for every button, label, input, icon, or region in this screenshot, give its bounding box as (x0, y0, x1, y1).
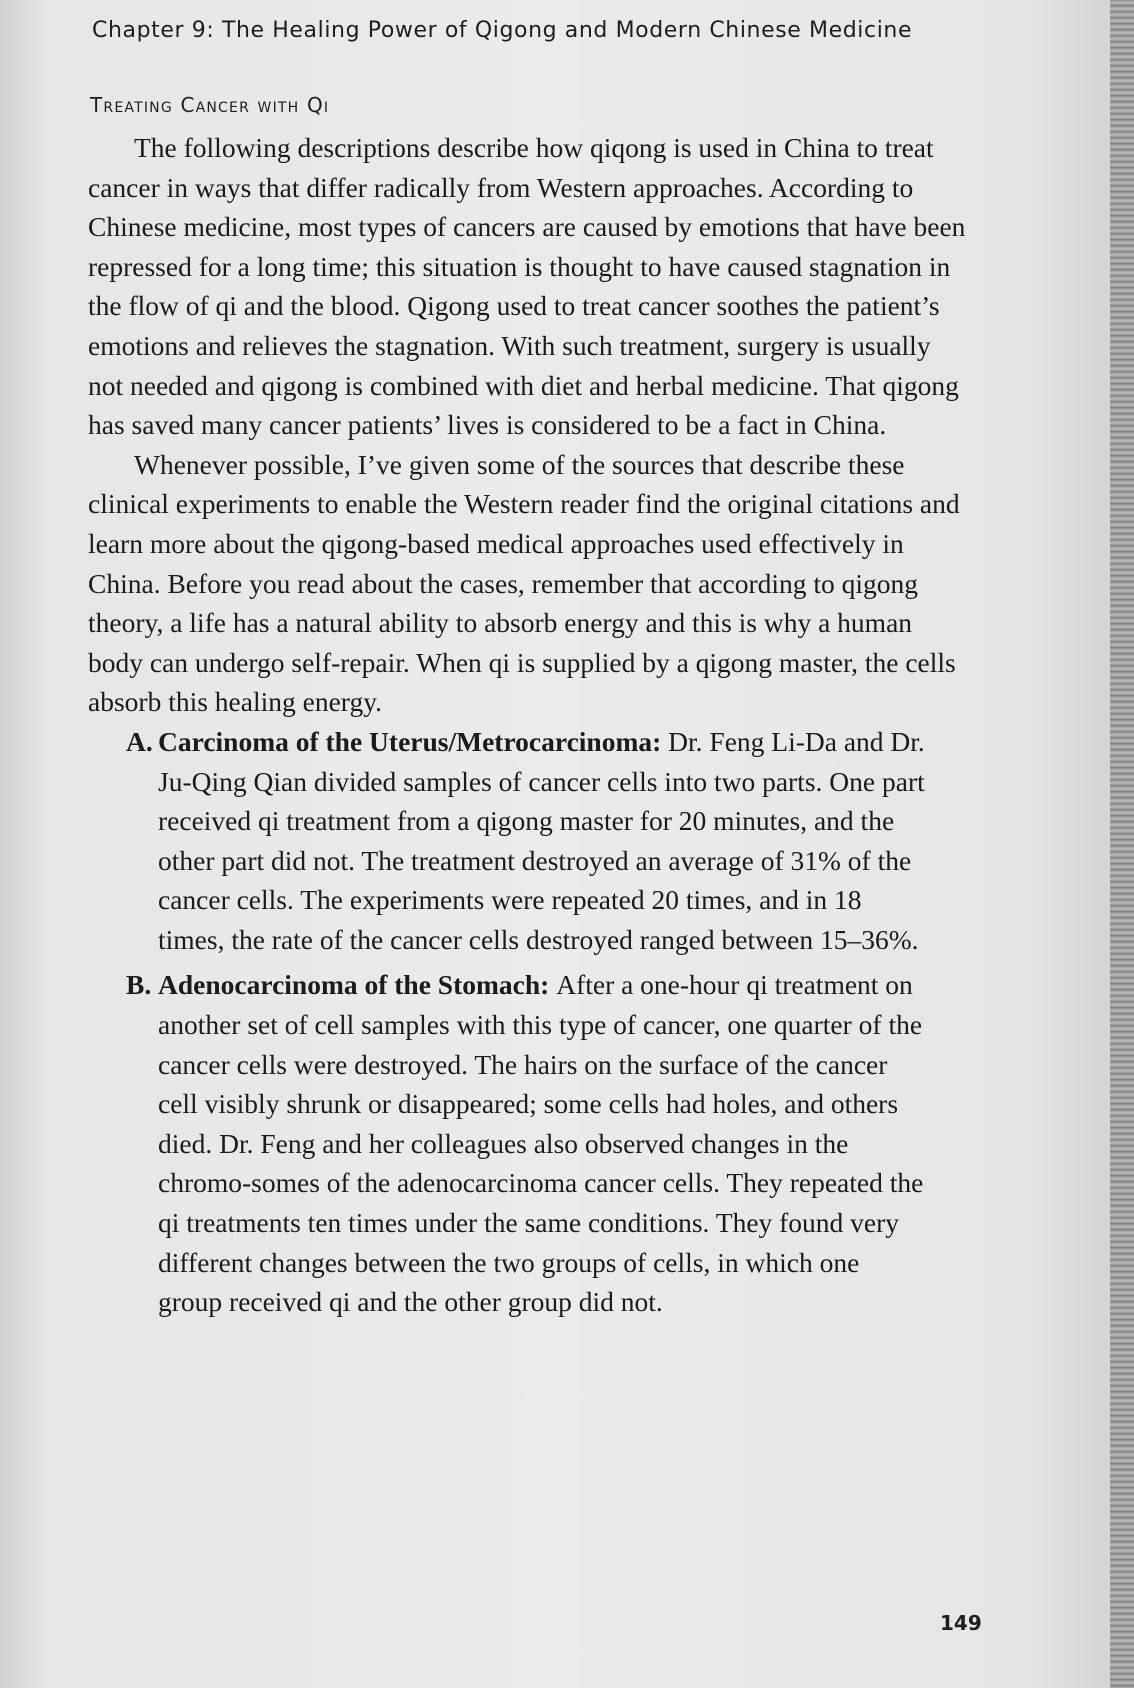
page-edge (1110, 0, 1134, 1688)
list-item (88, 965, 928, 1321)
running-head: Chapter 9: The Healing Power of Qigong and Modern Chinese Medicine (92, 18, 913, 43)
list-item (88, 722, 928, 960)
body-text (88, 128, 968, 1328)
list-marker: B. (126, 969, 152, 1001)
paragraph: The following descriptions describe how qiqong is used in China to treat cancer in ways that differ radically from Western approaches. According to Chinese medicine, most types of cancers are caused by emotions that have been repressed for a long time; this situation is thought to have caused stagnation in the flow of qi and the blood. Qigong used to treat cancer soothes the patient’s emotions and relieves the stagnation. With such treatment, surgery is usually not needed and qigong is combined with diet and herbal medicine. That qigong has saved many cancer patients’ lives is considered to be a fact in China. (88, 132, 966, 441)
list-item-title: Adenocarcinoma of the Stomach: (158, 969, 557, 1001)
list-item-title: Carcinoma of the Uterus/Metrocarcinoma: (158, 725, 669, 757)
section-title: Treating Cancer with Qi (90, 93, 330, 117)
list-marker: A. (126, 725, 153, 757)
list-item-text: After a one-hour qi treatment on another set of cell samples with this type of cancer, one quarter of the cancer cells were destroyed. The hairs on the surface of the cancer cell visibly shrunk or disappeared; some cells had holes, and others died. Dr. Feng and her colleagues also observed changes in the chromo-somes of the adenocarcinoma cancer cells. They repeated the qi treatments ten times under the same conditions. They found very different changes between the two groups of cells, in which one group received qi and the other group did not. (158, 969, 924, 1318)
page-number: 149 (940, 1611, 982, 1635)
paragraph: Whenever possible, I’ve given some of the sources that describe these clinical experiments to enable the Western reader find the original citations and learn more about the qigong-based medical approaches used effectively in China. Before you read about the cases, remember that according to qigong theory, a life has a natural ability to absorb energy and this is why a human body can undergo self-repair. When qi is supplied by a qigong master, the cells absorb this healing energy. (88, 448, 960, 718)
case-list (88, 722, 968, 1322)
list-item-text: Dr. Feng Li-Da and Dr. Ju-Qing Qian divided samples of cancer cells into two parts. One part received qi treatment from a qigong master for 20 minutes, and the other part did not. The treatment destroyed an average of 31% of the cancer cells. The experiments were repeated 20 times, and in 18 times, the rate of the cancer cells destroyed ranged between 15–36%. (158, 725, 925, 955)
